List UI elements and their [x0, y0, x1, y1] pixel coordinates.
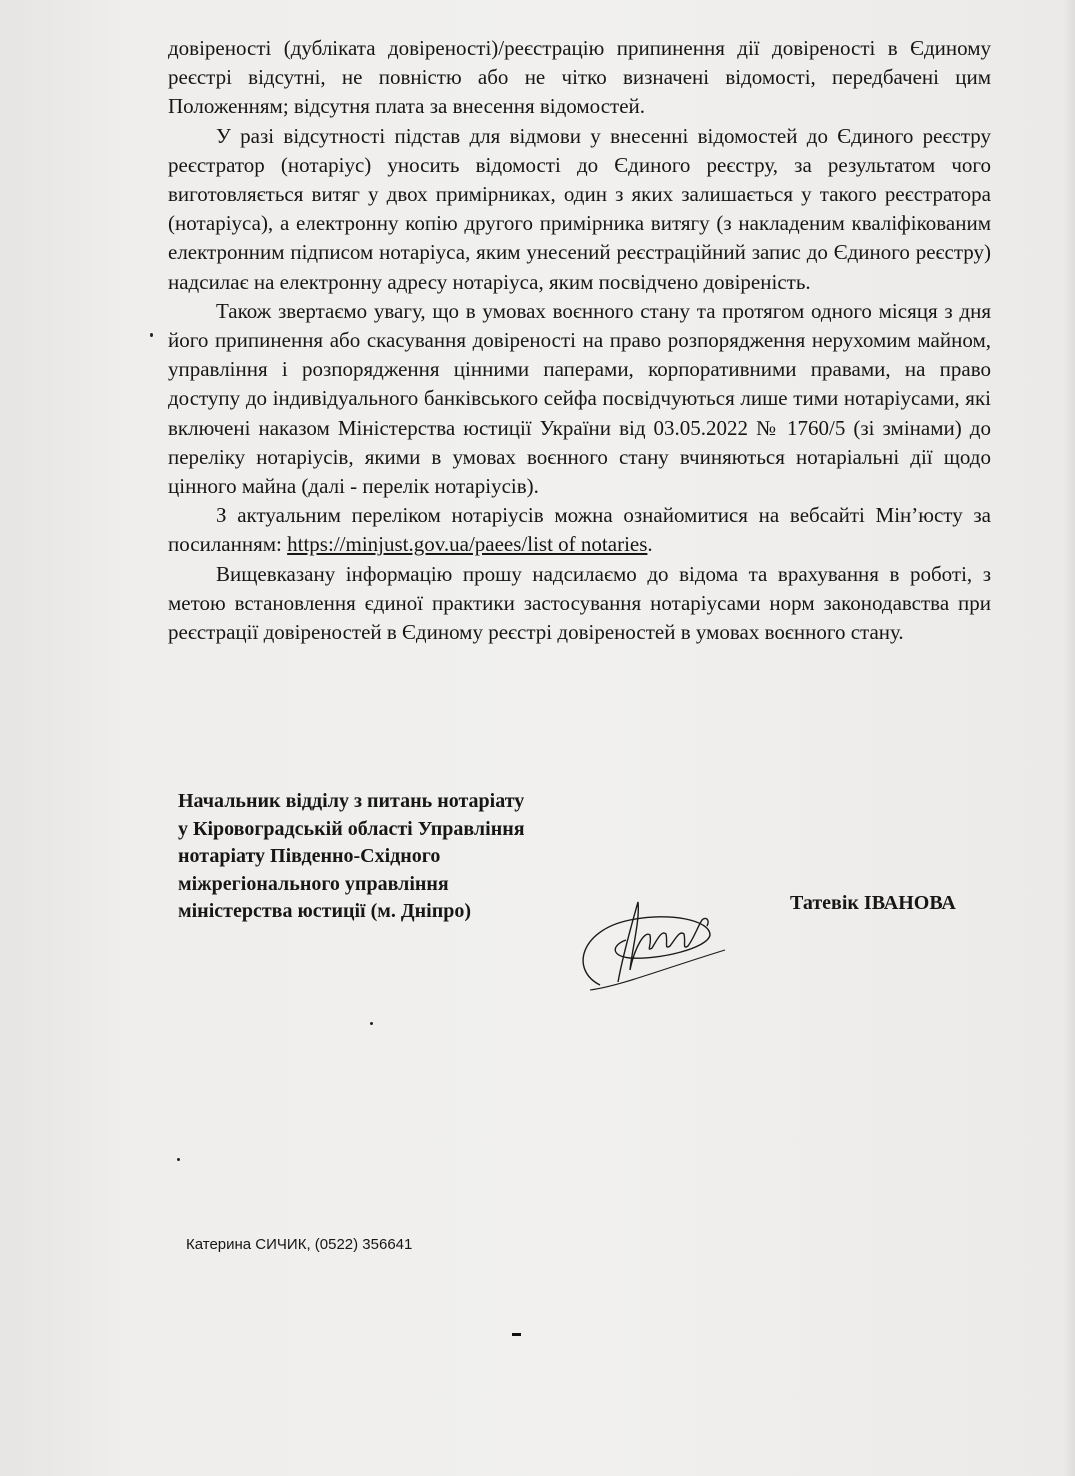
notary-list-text: З актуальним переліком нотаріусів можна ознайомитися на вебсайті Мін’юсту за посиланням:: [168, 503, 991, 557]
paragraph-notary-list: [168, 501, 991, 559]
signature-title-line: міністерства юстиції (м. Дніпро): [178, 900, 472, 923]
signature-title-line: Начальник відділу з питань нотаріату: [178, 790, 525, 812]
handwritten-signature: [560, 890, 740, 1000]
scan-speck: [177, 1158, 180, 1161]
paragraph-martial-law: Також звертаємо увагу, що в умовах воєнного стану та протягом одного місяця з дня його припинення або скасування довіреності на право розпорядження нерухомим майном, управління і розпорядження цінними паперами, корпоративними правами, на право доступу до індивідуального банківського сейфа посвідчуються лише тими нотаріусами, які включені наказом Міністерства юстиції України від 03.05.2022 № 1760/5 (зі змінами) до переліку нотаріусів, якими в умовах воєнного стану вчиняються нотаріальні дії щодо цінного майна (далі - перелік нотаріусів).: [168, 298, 991, 499]
scan-mark: [512, 1333, 521, 1336]
scan-speck: [150, 333, 153, 337]
signature-title-block: [178, 788, 525, 926]
letter-body: [168, 34, 991, 647]
contact-person: Катерина СИЧИК, (0522) 356641: [186, 1236, 413, 1253]
signature-title-line: у Кіровоградській області Управління: [178, 817, 525, 840]
page-edge-shadow: [1063, 0, 1075, 1476]
signature-title-line: нотаріату Південно-Східного: [178, 845, 441, 868]
notary-list-tail: .: [647, 532, 653, 557]
signatory-name: Татевік ІВАНОВА: [790, 892, 956, 914]
notary-list-link[interactable]: https://minjust.gov.ua/paees/list of notaries: [287, 532, 648, 557]
paragraph-closing: Вищевказану інформацію прошу надсилаємо до відома та врахування в роботі, з метою встановлення єдиної практики застосування нотаріусами норм законодавства при реєстрації довіреностей в Єдиному реєстрі довіреностей в умовах воєнного стану.: [168, 561, 991, 645]
paragraph-registration: У разі відсутності підстав для відмови у внесенні відомостей до Єдиного реєстру реєстратор (нотаріус) уносить відомості до Єдиного реєстру, за результатом чого виготовляється витяг у двох примірниках, один з яких залишається у такого реєстратора (нотаріуса), а електронну копію другого примірника витягу (з накладеним кваліфікованим електронним підписом нотаріуса, яким унесений реєстраційний запис до Єдиного реєстру) надсилає на електронну адресу нотаріуса, яким посвідчено довіреність.: [168, 123, 991, 294]
scan-speck: [370, 1022, 373, 1025]
signature-title-line: міжрегіонального управління: [178, 872, 449, 895]
paragraph-continuation: довіреності (дубліката довіреності)/реєстрацію припинення дії довіреності в Єдиному реєстрі відсутні, не повністю або не чітко визначені відомості, передбачені цим Положенням; відсутня плата за внесення відомостей.: [168, 36, 991, 119]
